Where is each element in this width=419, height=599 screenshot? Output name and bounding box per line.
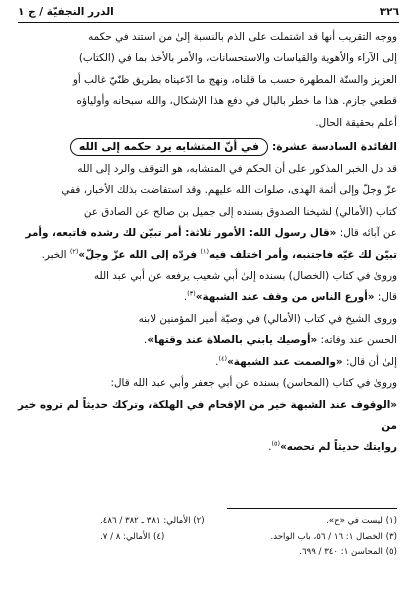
text-line: [18, 287, 397, 308]
text-line: كتاب (الأمالي) لشيخنا الصدوق بسنده إلى جميل بن صالح عن الصادق عن: [83, 205, 397, 218]
paragraph-2: [18, 159, 397, 266]
text-line: قد دل الخبر المذكور على أن الحكم في المتشابه، هو التوقف والرد إلى الله: [77, 163, 397, 176]
footnote-3: (٣) الخصال ١: ١٦ / ٥٦، باب الواحد.: [270, 531, 397, 542]
text-line: قطعي جازم. هذا ما خطر بالبال في دفع هذا الإشكال، والله سبحانه وأولياؤه: [76, 95, 397, 108]
footnote-row: [100, 530, 397, 546]
footnote-ref: (٢): [69, 247, 79, 256]
hadith-quote: «قال رسول الله: الأمور ثلاثة: أمر تبيّن لك رشده فاتبعه، وأمر: [25, 227, 337, 240]
text-span: .: [268, 441, 272, 454]
text-line: العزيز والسنّة المطهرة حسب ما قلناه، ونهج ما ادّعيناه بطريق ظنّيّ غالب أو: [72, 73, 397, 86]
footnote-2: (٢) الأمالي: ٣٨١ ـ ٣٨٢ / ٤٨٦.: [100, 516, 205, 526]
footnote-ref: (٣): [187, 290, 196, 298]
text-line: [18, 223, 397, 244]
footnote-ref: (٥): [271, 439, 281, 448]
hadith-quote: روايتك حديثاً لم تحصه»: [280, 441, 397, 454]
hadith-quote: تبيّن لك غيّه فاجتنبه، وأمر اختلف فيه: [209, 248, 397, 261]
hadith-quote: «والصمت عند الشبهة»: [227, 355, 343, 368]
text-span: .: [215, 355, 219, 368]
text-line: وروىٰ في كتاب (المحاسن) بسنده عن أبي جعفر وأبي عبد الله قال:: [110, 377, 397, 390]
text-span: قال:: [377, 291, 397, 304]
text-line: [18, 352, 397, 373]
paragraph-4: [18, 309, 397, 373]
footnote-row: [100, 545, 397, 561]
text-span: عن آبائه قال:: [339, 227, 397, 240]
footnote-1: (١) ليست في «ح».: [326, 516, 397, 526]
text-span: الحسن عند وفاته:: [320, 334, 397, 347]
running-title: الدرر النجفيّة / ج ١: [18, 6, 114, 18]
page-body: [18, 27, 397, 459]
paragraph-3: [18, 266, 397, 309]
page-number: ٣٢٦: [379, 6, 399, 18]
text-span: إلىٰ أن قال:: [345, 355, 397, 368]
text-line: [18, 437, 397, 458]
text-line: [18, 245, 397, 266]
text-line: وروىٰ في كتاب (الخصال) بسنده إلىٰ أبي شعيب يرفعه عن أبي عبد الله: [93, 270, 397, 283]
footnote-ref: (٤): [218, 354, 228, 363]
text-span: .: [183, 291, 188, 304]
footnote-5: (٥) المحاسن ١: ٣٤٠ / ٦٩٩.: [299, 547, 397, 557]
text-span: الخبر.: [41, 248, 67, 261]
header-divider: [18, 22, 399, 23]
section-heading-prefix: الفائدة السادسة عشرة:: [271, 140, 397, 154]
text-line: [18, 330, 397, 351]
footnotes: [100, 514, 397, 561]
text-line: عزّ وجلّ وإلى أئمة الهدى، صلوات الله عليهم. وقد استفاضت بذلك الأخبار، ففي: [61, 184, 397, 197]
footnote-ref: (١): [200, 247, 209, 256]
hadith-quote: «أوصيك يابني بالصلاة عند وقتها»: [147, 334, 318, 347]
paragraph-1: [18, 27, 397, 134]
page-header: [18, 6, 399, 22]
section-heading: [18, 135, 397, 158]
footnote-4: (٤) الأمالي: ٨ / ٧.: [100, 531, 165, 542]
text-span: .: [144, 334, 148, 347]
section-heading-title: في أنّ المتشابه يرد حكمه إلى الله: [70, 138, 268, 156]
text-line: وروى الشيخ في كتاب (الأمالي) في وصيّة أمير المؤمنين لابنه: [138, 312, 397, 325]
paragraph-5: [18, 373, 397, 459]
footnote-divider: [227, 508, 397, 509]
hadith-quote: «أورع الناس من وقف عند الشبهة»: [195, 291, 375, 304]
footnote-row: [100, 514, 397, 530]
hadith-quote: فردّه إلى الله عزّ وجلّ»: [78, 248, 198, 261]
text-line: ووجه التقريب أنها قد اشتملت على الذم بالنسبة إلىٰ من استند في حكمه: [88, 31, 397, 43]
hadith-quote-line: «الوقوف عند الشبهة خير من الإقحام في الهلكة، وتركك حديثاً لم تروه خير من: [18, 398, 397, 432]
text-line: أعلم بحقيقة الحال.: [315, 116, 397, 129]
text-line: إلى الآراء والأهوية والقياسات والاستحسانات، والأمر بالأخذ بما في (الكتاب): [78, 52, 397, 65]
